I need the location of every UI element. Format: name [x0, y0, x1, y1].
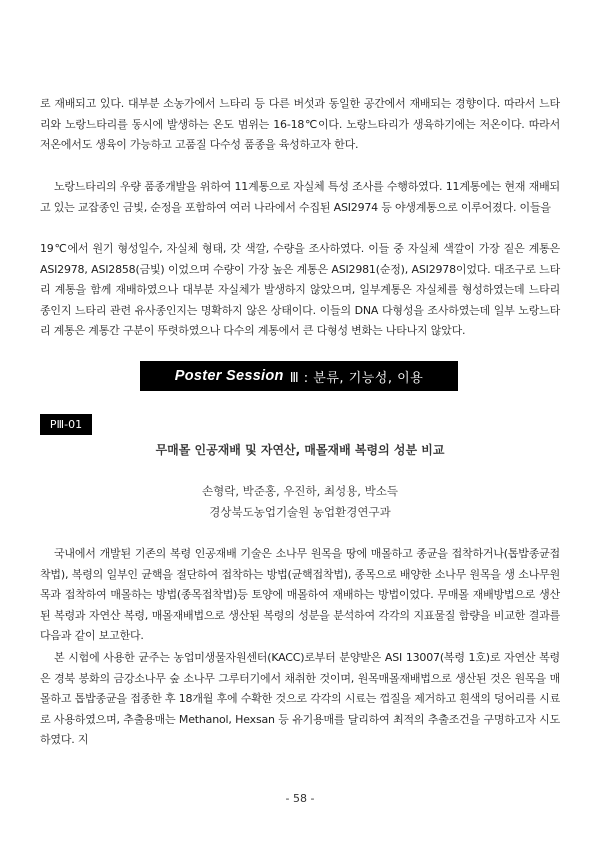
abstract-paragraph-2: 본 시험에 사용한 균주는 농업미생물자원센터(KACC)로부터 분양받은 ASI 13007(복령 1호)로 자연산 복령은 경북 봉화의 금강소나무 숲 소나무 그루터기에서 채취한 것이며, 원목매몰재배법으로 생산된 것은 원목을 매몰하고 톱밥종균을 접종한 후 18개월 후에 수확한 것으로 각각의 시료는 껍질을 제거하고 흰색의 덩어리를 시료로 사용하였으며, 추출용매는 Methanol, Hexsan 등 유기용매를 달리하여 최적의 추출조건을 구명하고자 시도하였다. 지 — [40, 651, 560, 747]
page-number: - 58 - — [285, 792, 315, 805]
intro-paragraph-1: 로 재배되고 있다. 대부분 소농가에서 느타리 등 다른 버섯과 동일한 공간에서 재배되는 경향이다. 따라서 느타리와 노랑느타리를 동시에 발생하는 온도 범위는 16-18℃이다. 노랑느타리가 생육하기에는 저온이다. 따라서 저온에서도 생육이 가능하고 고품질 다수성 품종을 육성하고자 한다. — [40, 97, 560, 152]
session-label-en: Poster Session — [174, 368, 284, 384]
abstract-affiliation: 경상북도농업기술원 농업환경연구과 — [209, 505, 391, 519]
abstract-paragraph-1: 국내에서 개발된 기존의 복령 인공재배 기술은 소나무 원목을 땅에 매몰하고 종균을 접착하거나(톱밥종균접착법), 복령의 일부인 균핵을 절단하여 접착하는 방법(균핵접착법), 종목으로 배양한 소나무 원목을 생 소나무원목과 접착하여 매몰하는 방법(종목접착법)등 토양에 매몰하여 재배하는 방법이었다. 무매몰 재배방법으로 생산된 복령과 자연산 복령, 매몰재배법으로 생산된 복령의 성분을 분석하여 각각의 지표물질 함량을 비교한 결과를 다음과 같이 보고한다. — [40, 547, 560, 643]
poster-session-banner — [140, 361, 458, 391]
session-label-kr: Ⅲ : 분류, 기능성, 이용 — [289, 370, 424, 386]
intro-paragraph-2: 노랑느타리의 우량 품종개발을 위하여 11계통으로 자실체 특성 조사를 수행하였다. 11계통에는 현재 재배되고 있는 교잡종인 금빛, 순정을 포함하여 여러 나라에서 수집된 ASI2974 등 야생계통으로 이루어졌다. 이들을 — [40, 180, 560, 214]
intro-paragraph-3: 19℃에서 원기 형성일수, 자실체 형태, 갓 색깔, 수량을 조사하였다. 이들 중 자실체 색깔이 가장 짙은 계통은 ASI2978, ASI2858(금빛) 이었으며 수량이 가장 높은 계통은 ASI2981(순정), ASI2978이었다. 대조구로 느타리 계통을 함께 재배하였으나 대부분 자실체가 발생하지 않았으며, 일부계통은 자실체를 형성하였는데 느타리 종인지 느타리 관련 유사종인지는 명확하지 않은 상태이다. 이들의 DNA 다형성을 조사하였는데 일부 노랑느타리 계통은 계통간 구분이 뚜렷하였으나 다수의 계통에서 큰 다형성 변화는 나타나지 않았다. — [40, 242, 560, 338]
abstract-title: 무매몰 인공재배 및 자연산, 매몰재배 복령의 성분 비교 — [155, 443, 445, 457]
abstract-code-badge: PⅢ-01 — [40, 414, 92, 435]
abstract-authors: 손형락, 박준홍, 우진하, 최성용, 박소득 — [202, 484, 398, 498]
